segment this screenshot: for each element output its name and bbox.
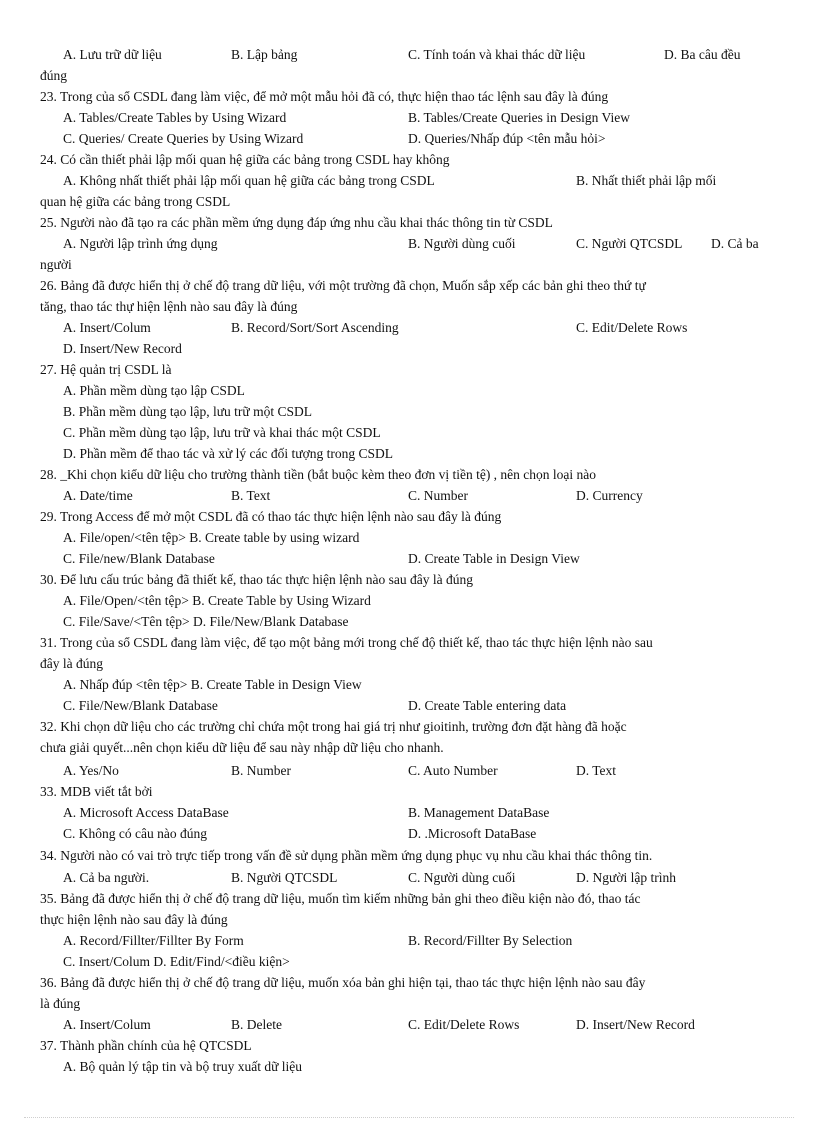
q31-question-line-2: đây là đúng — [40, 656, 103, 671]
q26-option-b: B. Record/Sort/Sort Ascending — [231, 320, 399, 335]
q25-option-d-continued: người — [40, 257, 72, 272]
q24-option-b-continued: quan hệ giữa các bảng trong CSDL — [40, 194, 231, 209]
q23-option-row-1 — [63, 107, 803, 128]
q36-question-line-2: là đúng — [40, 996, 81, 1011]
q27-option-b: B. Phần mềm dùng tạo lập, lưu trữ một CSDL — [63, 404, 312, 419]
q35-option-row-2: C. Insert/Colum D. Edit/Find/<điều kiện> — [63, 954, 290, 969]
q29-option-row-1: A. File/open/<tên tệp> B. Create table by using wizard — [63, 530, 360, 545]
q32-option-d: D. Text — [576, 763, 617, 778]
q36-option-d: D. Insert/New Record — [576, 1017, 695, 1032]
q22-option-a: A. Lưu trữ dữ liệu — [63, 47, 162, 62]
q24-option-b: B. Nhất thiết phải lập mối — [576, 173, 717, 188]
q31-option-c: C. File/New/Blank Database — [63, 698, 218, 713]
q31-option-d: D. Create Table entering data — [408, 698, 567, 713]
q26-option-d: D. Insert/New Record — [63, 341, 182, 356]
q27-option-a: A. Phần mềm dùng tạo lập CSDL — [63, 383, 245, 398]
q29-option-c: C. File/new/Blank Database — [63, 551, 215, 566]
q33-option-a: A. Microsoft Access DataBase — [63, 805, 229, 820]
q26-option-row — [63, 317, 803, 338]
q30-option-row-1: A. File/Open/<tên tệp> B. Create Table by Using Wizard — [63, 593, 371, 608]
q34-option-c: C. Người dùng cuối — [408, 870, 516, 885]
q30-question: 30. Để lưu cấu trúc bảng đã thiết kế, thao tác thực hiện lệnh nào sau đây là đúng — [40, 572, 473, 587]
q25-option-b: B. Người dùng cuối — [408, 236, 516, 251]
q36-option-c: C. Edit/Delete Rows — [408, 1017, 520, 1032]
q25-question: 25. Người nào đã tạo ra các phần mềm ứng dụng đáp ứng nhu cầu khai thác thông tin từ CSDL — [40, 215, 553, 230]
q25-option-c: C. Người QTCSDL — [576, 236, 683, 251]
q26-question-line-1: 26. Bảng đã được hiển thị ở chế độ trang dữ liệu, với một trường đã chọn, Muốn sắp xếp các bản ghi theo thứ tự — [40, 278, 646, 293]
q28-option-a: A. Date/time — [63, 488, 133, 503]
q25-option-d: D. Cả ba — [711, 236, 759, 251]
q32-question-line-2: chưa giải quyết...nên chọn kiểu dữ liệu để sau này nhập dữ liệu cho nhanh. — [40, 740, 444, 755]
q31-option-row-1: A. Nhấp đúp <tên tệp> B. Create Table in Design View — [63, 677, 362, 692]
q28-option-d: D. Currency — [576, 488, 643, 503]
q26-question-line-2: tăng, thao tác thự hiện lệnh nào sau đây là đúng — [40, 299, 298, 314]
q33-question: 33. MDB viết tắt bởi — [40, 784, 153, 799]
q23-option-a: A. Tables/Create Tables by Using Wizard — [63, 110, 287, 125]
q34-question: 34. Người nào có vai trò trực tiếp trong vấn đề sử dụng phần mềm ứng dụng phục vụ nhu cầu khai thác thông tin. — [40, 848, 653, 863]
q36-option-b: B. Delete — [231, 1017, 282, 1032]
q28-option-c: C. Number — [408, 488, 468, 503]
q23-option-row-2 — [63, 128, 803, 149]
q33-option-c: C. Không có câu nào đúng — [63, 826, 207, 841]
q29-question: 29. Trong Access để mở một CSDL đã có thao tác thực hiện lệnh nào sau đây là đúng — [40, 509, 502, 524]
q36-option-row — [63, 1014, 803, 1035]
q36-option-a: A. Insert/Colum — [63, 1017, 151, 1032]
q32-option-row — [63, 760, 803, 781]
page-bottom-divider — [24, 1117, 794, 1118]
q35-option-b: B. Record/Fillter By Selection — [408, 933, 573, 948]
q22-option-c: C. Tính toán và khai thác dữ liệu — [408, 47, 586, 62]
q33-option-row-1 — [63, 802, 803, 823]
q33-option-row-2 — [63, 823, 803, 844]
q22-option-b: B. Lập bảng — [231, 47, 298, 62]
q30-option-row-2: C. File/Save/<Tên tệp> D. File/New/Blank Database — [63, 614, 349, 629]
q27-option-c: C. Phần mềm dùng tạo lập, lưu trữ và khai thác một CSDL — [63, 425, 381, 440]
q29-option-row-2 — [63, 548, 803, 569]
q32-option-c: C. Auto Number — [408, 763, 498, 778]
q32-option-b: B. Number — [231, 763, 291, 778]
q37-question: 37. Thành phần chính của hệ QTCSDL — [40, 1038, 252, 1053]
q32-option-a: A. Yes/No — [63, 763, 119, 778]
q33-option-b: B. Management DataBase — [408, 805, 550, 820]
q35-option-a: A. Record/Fillter/Fillter By Form — [63, 933, 244, 948]
q35-question-line-2: thực hiện lệnh nào sau đây là đúng — [40, 912, 228, 927]
q33-option-d: D. .Microsoft DataBase — [408, 826, 537, 841]
q26-option-c: C. Edit/Delete Rows — [576, 320, 688, 335]
q23-option-d: D. Queries/Nhấp đúp <tên mẫu hỏi> — [408, 131, 606, 146]
q35-option-row-1 — [63, 930, 803, 951]
q37-option-a: A. Bộ quản lý tập tin và bộ truy xuất dữ liệu — [63, 1059, 303, 1074]
q25-option-a: A. Người lập trình ứng dụng — [63, 236, 218, 251]
q29-option-d: D. Create Table in Design View — [408, 551, 580, 566]
q28-option-row — [63, 485, 803, 506]
q28-question: 28. _Khi chọn kiểu dữ liệu cho trường thành tiền (bắt buộc kèm theo đơn vị tiền tệ) , nên chọn loại nào — [40, 467, 597, 482]
q31-option-row-2 — [63, 695, 803, 716]
q24-option-a: A. Không nhất thiết phải lập mối quan hệ giữa các bảng trong CSDL — [63, 173, 435, 188]
q24-question: 24. Có cần thiết phải lập mối quan hệ giữa các bảng trong CSDL hay không — [40, 152, 450, 167]
q36-question-line-1: 36. Bảng đã được hiển thị ở chế độ trang dữ liệu, muốn xóa bản ghi hiện tại, thao tác thực hiện lệnh nào sau đây — [40, 975, 646, 990]
q26-option-a: A. Insert/Colum — [63, 320, 151, 335]
q23-option-c: C. Queries/ Create Queries by Using Wizard — [63, 131, 304, 146]
q35-question-line-1: 35. Bảng đã được hiển thị ở chế độ trang dữ liệu, muốn tìm kiếm những bản ghi theo điều kiện nào đó, thao tác — [40, 891, 641, 906]
q34-option-d: D. Người lập trình — [576, 870, 676, 885]
q24-option-row — [63, 170, 803, 191]
q31-question-line-1: 31. Trong của sổ CSDL đang làm việc, để tạo một bảng mới trong chế độ thiết kế, thao tác thực hiện lệnh nào sau — [40, 635, 653, 650]
q32-question-line-1: 32. Khi chọn dữ liệu cho các trường chỉ chứa một trong hai giá trị như gioitinh, trường đơn đặt hàng đã hoặc — [40, 719, 627, 734]
q23-question: 23. Trong của sổ CSDL đang làm việc, để mở một mẫu hỏi đã có, thực hiện thao tác lệnh sau đây là đúng — [40, 89, 609, 104]
q25-option-row — [63, 233, 803, 254]
q22-option-d: D. Ba câu đều — [664, 47, 741, 62]
q28-option-b: B. Text — [231, 488, 271, 503]
q27-option-d: D. Phần mềm để thao tác và xử lý các đối tượng trong CSDL — [63, 446, 393, 461]
q22-option-row — [63, 44, 803, 65]
q23-option-b: B. Tables/Create Queries in Design View — [408, 110, 630, 125]
q34-option-b: B. Người QTCSDL — [231, 870, 338, 885]
q22-option-d-continued: đúng — [40, 68, 67, 83]
q27-question: 27. Hệ quản trị CSDL là — [40, 362, 172, 377]
q34-option-row — [63, 867, 803, 888]
q34-option-a: A. Cả ba người. — [63, 870, 150, 885]
